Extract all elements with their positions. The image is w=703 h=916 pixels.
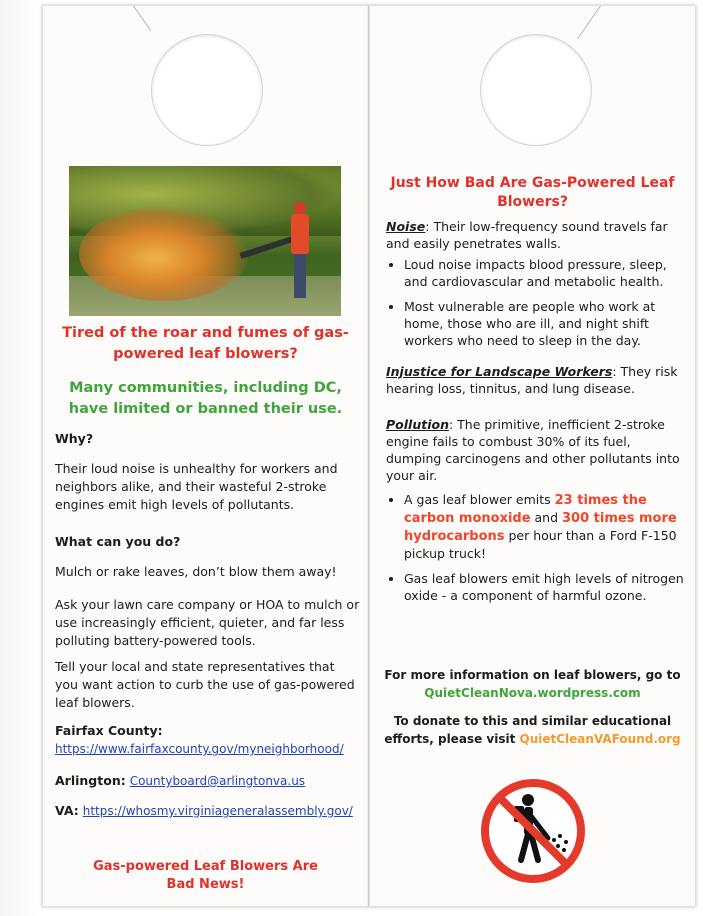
pollution-bullet-1: • A gas leaf blower emits 23 times the carbon monoxide and 300 times more hydrocarbons per hour than a Ford F-150 pickup truck! (404, 491, 686, 562)
action-2: Ask your lawn care company or HOA to mulch or use increasingly efficient, quieter, and far less polluting battery-powered tools. (55, 597, 360, 648)
fairfax-link[interactable]: https://www.fairfaxcounty.gov/myneighborhood/ (55, 742, 344, 756)
donate-text: To donate to this and similar educational efforts, please visit (384, 714, 672, 746)
pollution-section (386, 416, 686, 484)
door-hanger-back (369, 5, 696, 907)
noise-section (386, 218, 686, 252)
va-label: VA: (55, 803, 79, 818)
fairfax-label: Fairfax County: (55, 723, 163, 738)
door-hanger-front (42, 5, 369, 907)
noise-bullets (386, 256, 686, 357)
action-3: Tell your local and state representatives that you want action to curb the use of gas-powered leaf blowers. (55, 659, 355, 710)
action-1: Mulch or rake leaves, don’t blow them away! (55, 564, 337, 579)
noise-bullet-2: • Most vulnerable are people who work at home, those who are ill, and night shift workers who need to sleep in the day. (404, 298, 686, 349)
why-text: Their loud noise is unhealthy for workers and neighbors alike, and their wasteful 2-stroke engines emit high levels of pollutants. (55, 461, 338, 512)
co-highlight: 23 times the carbon monoxide (404, 493, 647, 526)
hydrocarbons-highlight: 300 times more hydrocarbons (404, 511, 677, 544)
more-info-link[interactable]: QuietCleanNova.wordpress.com (424, 686, 641, 700)
hanger-hole (151, 34, 263, 146)
why-heading: Why? (55, 431, 94, 446)
va-link[interactable]: https://whosmy.virginiageneralassembly.gov/ (82, 804, 353, 818)
pollution-bullet-2: • Gas leaf blowers emit high levels of nitrogen oxide - a component of harmful ozone. (404, 570, 686, 604)
back-title: Just How Bad Are Gas-Powered Leaf Blowers? (390, 175, 675, 210)
noise-bullet-1: • Loud noise impacts blood pressure, sleep, and cardiovascular and metabolic health. (404, 256, 686, 290)
arlington-label: Arlington: (55, 773, 126, 788)
noise-text: : Their low-frequency sound travels far and easily penetrates walls. (386, 219, 668, 251)
hanger-hole (480, 34, 592, 146)
hanger-slit (577, 6, 601, 39)
leaf-blower-photo (69, 166, 341, 316)
headline: Tired of the roar and fumes of gas-powered leaf blowers? (62, 325, 349, 362)
what-heading: What can you do? (55, 534, 181, 549)
hanger-slit (133, 6, 151, 31)
injustice-label: Injustice for Landscape Workers (386, 364, 613, 379)
arlington-link[interactable]: Countyboard@arlingtonva.us (129, 774, 306, 788)
no-leaf-blower-icon (478, 776, 588, 886)
injustice-section (386, 363, 686, 397)
more-info-text: For more information on leaf blowers, go to (384, 668, 681, 682)
scan-edge (0, 0, 40, 916)
closing-line: Gas-powered Leaf Blowers Are Bad News! (93, 859, 318, 892)
subheadline: Many communities, including DC, have limited or banned their use. (68, 380, 343, 417)
injustice-text: : They risk hearing loss, tinnitus, and lung disease. (386, 364, 678, 396)
donate-link[interactable]: QuietCleanVAFound.org (519, 732, 681, 746)
noise-label: Noise (386, 219, 426, 234)
pollution-bullets (386, 491, 686, 612)
pollution-text: : The primitive, inefficient 2-stroke engine fails to combust 30% of its fuel, dumping carcinogens and other pollutants into your air. (386, 417, 680, 483)
pollution-label: Pollution (386, 417, 449, 432)
